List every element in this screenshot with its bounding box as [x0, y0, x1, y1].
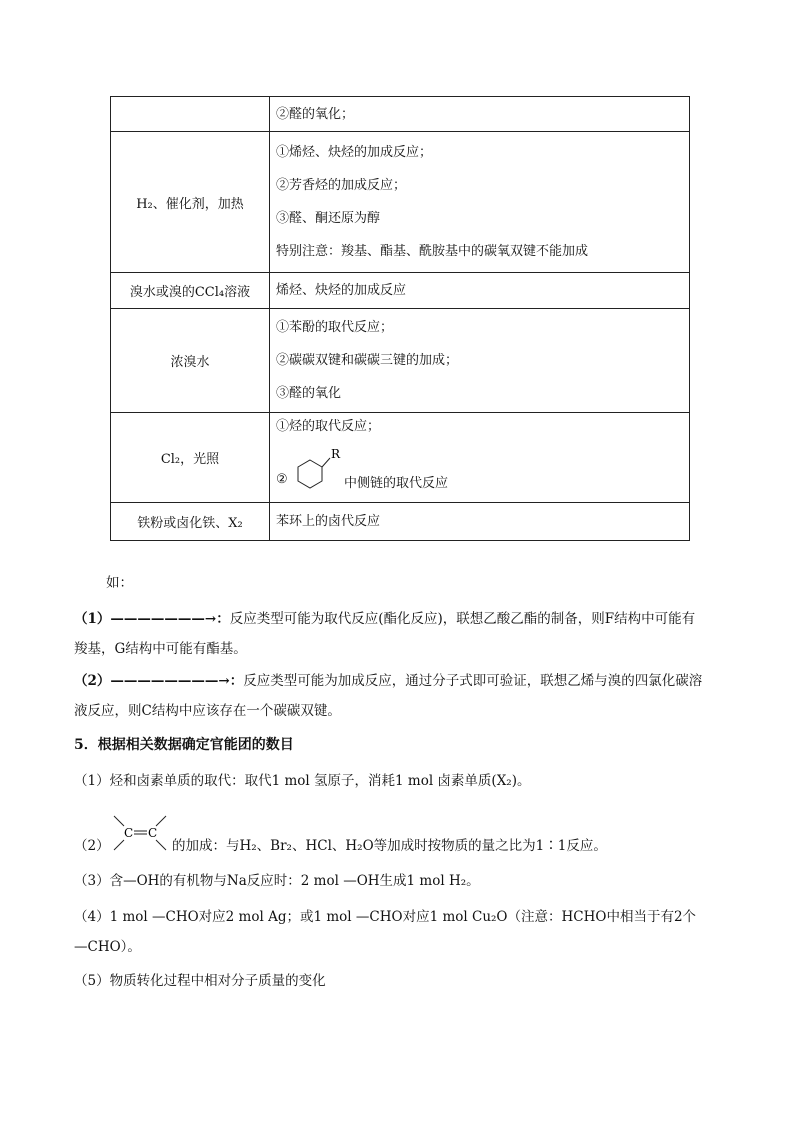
examples-intro: 如： — [106, 575, 133, 591]
reaction-item: ②芳香烃的加成反应； — [276, 178, 407, 193]
table-row — [111, 413, 690, 503]
example-2-text: 反应类型可能为加成反应，通过分子式即可验证，联想乙烯与溴的四氯化碳溶液反应，则C结构中应该存在一个碳碳双键。 — [74, 673, 703, 719]
table-row — [111, 503, 690, 541]
example-item-1 — [74, 604, 704, 664]
reaction-cell — [270, 273, 690, 309]
condition-cell: H₂、催化剂，加热 — [111, 132, 270, 273]
example-1-text: 反应类型可能为取代反应(酯化反应)，联想乙酸乙酯的制备，则F结构中可能有羧基，G结构中可能有酯基。 — [74, 611, 696, 657]
example-1-label: （1） — [74, 611, 111, 627]
reaction-item: ②碳碳双键和碳碳三键的加成； — [276, 353, 459, 368]
reaction-item: 特别注意：羧基、酯基、酰胺基中的碳氧双键不能加成 — [276, 244, 589, 259]
carbon-label: C — [124, 826, 134, 840]
condition-cell: 铁粉或卤化铁、X₂ — [111, 503, 270, 541]
circled-number: ② — [276, 471, 288, 487]
condition-cell: 溴水或溴的CCl₄溶液 — [111, 273, 270, 309]
section-heading: 5．根据相关数据确定官能团的数目 — [74, 737, 294, 753]
reaction-item: ③醛、酮还原为醇 — [276, 211, 381, 226]
table-row — [111, 273, 690, 309]
example-2-label: （2） — [74, 673, 111, 689]
example-item-2 — [74, 666, 704, 726]
example-1-arrow: ———————→： — [110, 611, 230, 627]
table-row — [111, 132, 690, 273]
example-2-arrow: ————————→： — [110, 673, 244, 689]
reaction-item: ③醛的氧化 — [276, 386, 342, 401]
carbon-label: C — [148, 826, 158, 840]
table-row — [111, 309, 690, 413]
condition-cell: 浓溴水 — [111, 309, 270, 413]
reaction-cell — [270, 309, 690, 413]
benzene-reaction-text: 中侧链的取代反应 — [344, 475, 449, 491]
reaction-item: 苯环上的卤代反应 — [276, 514, 381, 529]
reaction-item: ①烯烃、炔烃的加成反应； — [276, 145, 433, 160]
reaction-cell — [270, 413, 690, 503]
reagent-reaction-table — [110, 96, 690, 541]
condition-cell — [111, 97, 270, 132]
benzene-reaction-item — [276, 440, 689, 502]
alkene-structure-icon — [108, 810, 172, 860]
substituent-label: R — [331, 446, 341, 461]
section5-item-3: （3）含—OH的有机物与Na反应时：2 mol —OH生成1 mol H₂。 — [74, 873, 480, 889]
reaction-cell — [270, 132, 690, 273]
section5-item-2 — [74, 810, 714, 860]
benzene-ring-icon — [288, 444, 348, 496]
reaction-item: ②醛的氧化； — [276, 106, 355, 122]
reaction-item: ①苯酚的取代反应； — [276, 320, 394, 335]
section5-item-2-prefix: （2） — [74, 838, 110, 854]
section5-item-1: （1）烃和卤素单质的取代：取代1 mol 氢原子，消耗1 mol 卤素单质(X₂)。 — [74, 773, 531, 789]
section5-item-4: （4）1 mol —CHO对应2 mol Ag；或1 mol —CHO对应1 mol Cu₂O（注意：HCHO中相当于有2个—CHO）。 — [74, 909, 697, 955]
table-row — [111, 97, 690, 132]
condition-cell: Cl₂，光照 — [111, 413, 270, 503]
reaction-cell — [270, 97, 690, 132]
section5-item-5: （5）物质转化过程中相对分子质量的变化 — [74, 973, 326, 989]
reaction-cell — [270, 503, 690, 541]
reaction-item: ①烃的取代反应； — [276, 418, 381, 434]
section5-item-2-text: 的加成：与H₂、Br₂、HCl、H₂O等加成时按物质的量之比为1∶1反应。 — [172, 838, 607, 854]
reaction-item: 烯烃、炔烃的加成反应 — [276, 283, 407, 298]
